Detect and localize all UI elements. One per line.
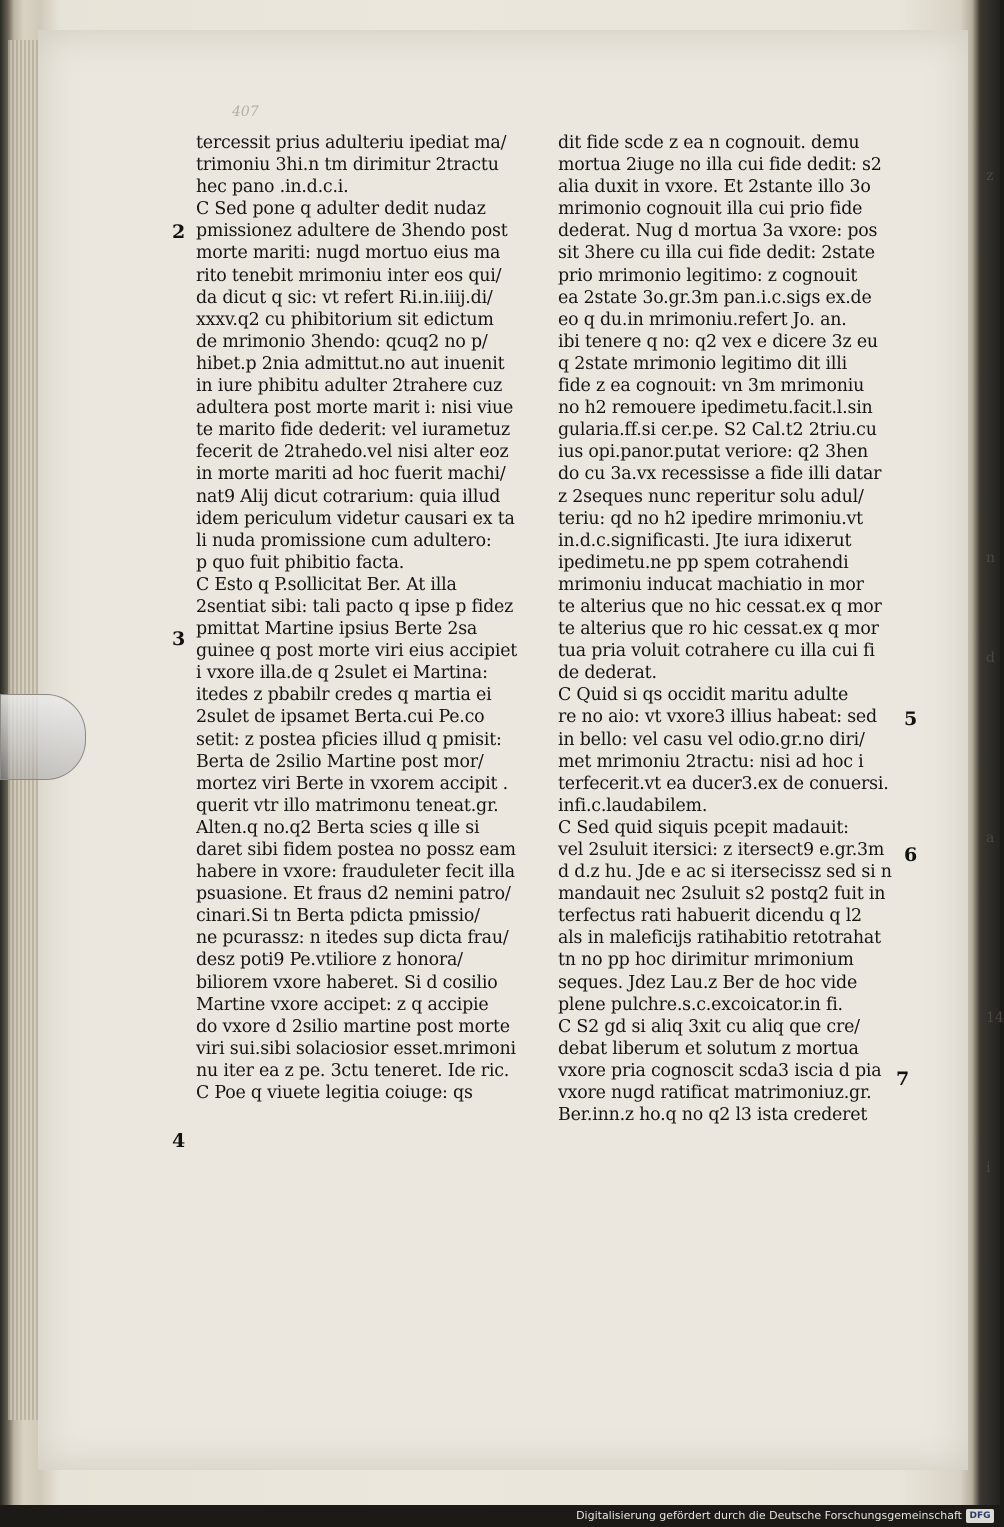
text-line: guinee q post morte viri eius accipiet bbox=[196, 641, 518, 662]
left-text-column bbox=[196, 132, 542, 1104]
text-line: mandauit nec 2suluit s2 postq2 fuit in bbox=[558, 884, 886, 905]
text-line: fecerit de 2trahedo.vel nisi alter eoz bbox=[196, 442, 509, 463]
text-line: mortua 2iuge no illa cui fide dedit: s2 bbox=[558, 155, 882, 176]
margin-number-4: 4 bbox=[172, 1130, 186, 1152]
text-line: rito tenebit mrimoniu inter eos qui/ bbox=[196, 265, 502, 286]
edge-mark: 14 bbox=[986, 1010, 1004, 1026]
text-line: desz poti9 Pe.vtiliore z honora/ bbox=[196, 950, 463, 971]
text-line: fide z ea cognouit: vn 3m mrimoniu bbox=[558, 376, 865, 397]
text-line: C Sed pone q adulter dedit nudaz bbox=[196, 199, 486, 220]
text-line: debat liberum et solutum z mortua bbox=[558, 1038, 859, 1059]
text-line: met mrimoniu 2tractu: nisi ad hoc i bbox=[558, 751, 864, 772]
text-line: 2sulet de ipsamet Berta.cui Pe.co bbox=[196, 707, 485, 728]
text-line: dederat. Nug d mortua 3a vxore: pos bbox=[558, 221, 878, 242]
dfg-logo: DFG bbox=[966, 1509, 994, 1523]
edge-mark: z bbox=[986, 168, 994, 184]
text-line: in iure phibitu adulter 2trahere cuz bbox=[196, 376, 503, 397]
text-line: vxore pria cognoscit scda3 iscia d pia bbox=[558, 1060, 882, 1081]
text-line: d d.z hu. Jde e ac si itersecissz sed si n bbox=[558, 862, 892, 883]
text-line: mrimonio cognouit illa cui prio fide bbox=[558, 199, 863, 220]
funding-credit: Digitalisierung gefördert durch die Deutsche Forschungsgemeinschaft bbox=[576, 1509, 962, 1522]
text-line: alia duxit in vxore. Et 2stante illo 3o bbox=[558, 177, 871, 198]
text-line: hibet.p 2nia admittut.no aut inuenit bbox=[196, 353, 505, 374]
text-line: nat9 Alij dicut cotrarium: quia illud bbox=[196, 486, 501, 507]
text-line: in morte mariti ad hoc fuerit machi/ bbox=[196, 464, 506, 485]
text-line: pmittat Martine ipsius Berte 2sa bbox=[196, 619, 478, 640]
text-line: psuasione. Et fraus d2 nemini patro/ bbox=[196, 884, 511, 905]
text-line: gularia.ff.si cer.pe. S2 Cal.t2 2triu.cu bbox=[558, 420, 877, 441]
text-line: do vxore d 2silio martine post morte bbox=[196, 1016, 510, 1037]
text-line: itedes z pbabilr credes q martia ei bbox=[196, 685, 492, 706]
text-line: 2sentiat sibi: tali pacto q ipse p fidez bbox=[196, 596, 514, 617]
margin-number-5: 5 bbox=[904, 708, 918, 730]
bookmark-clip bbox=[0, 694, 86, 780]
edge-mark: i bbox=[986, 1160, 991, 1176]
text-line: C Sed quid siquis pcepit madauit: bbox=[558, 817, 849, 838]
text-line: trimoniu 3hi.n tm dirimitur 2tractu bbox=[196, 155, 499, 176]
text-line: te alterius que ro hic cessat.ex q mor bbox=[558, 619, 879, 640]
text-line: vel 2suluit itersici: z itersect9 e.gr.3m bbox=[558, 840, 885, 860]
text-line: Martine vxore accipet: z q accipie bbox=[196, 994, 489, 1015]
text-line: ea 2state 3o.gr.3m pan.i.c.sigs ex.de bbox=[558, 287, 872, 308]
text-line: hec pano .in.d.c.i. bbox=[196, 177, 349, 198]
edge-mark: d bbox=[986, 650, 995, 666]
text-line: C Poe q viuete legitia coiuge: qs bbox=[196, 1083, 473, 1104]
text-line: p quo fuit phibitio facta. bbox=[196, 552, 405, 573]
text-line: als in maleficijs ratihabitio retotrahat bbox=[558, 928, 881, 949]
text-line: dit fide scde z ea n cognouit. demu bbox=[558, 133, 860, 153]
margin-number-7: 7 bbox=[896, 1068, 910, 1090]
text-line: li nuda promissione cum adultero: bbox=[196, 530, 492, 551]
right-text-column bbox=[558, 132, 908, 1126]
text-line: C S2 gd si aliq 3xit cu aliq que cre/ bbox=[558, 1016, 860, 1037]
text-line: te alterius que no hic cessat.ex q mor bbox=[558, 596, 882, 617]
text-line: infi.c.laudabilem. bbox=[558, 795, 708, 816]
text-line: pmissionez adultere de 3hendo post bbox=[196, 221, 508, 242]
text-line: viri sui.sibi solaciosior esset.mrimoni bbox=[196, 1038, 516, 1059]
text-line: idem periculum videtur causari ex ta bbox=[196, 508, 515, 529]
text-line: biliorem vxore haberet. Si d cosilio bbox=[196, 972, 498, 993]
text-line: tua pria voluit cotrahere cu illa cui fi bbox=[558, 641, 875, 662]
text-line: mrimoniu inducat machiatio in mor bbox=[558, 574, 864, 595]
text-line: do cu 3a.vx recessisse a fide illi datar bbox=[558, 464, 882, 485]
text-line: terfecerit.vt ea ducer3.ex de conuersi. bbox=[558, 773, 889, 794]
text-line: in.d.c.significasti. Jte iura idixerut bbox=[558, 530, 852, 551]
text-line: ius opi.panor.putat veriore: q2 3hen bbox=[558, 442, 868, 463]
text-line: z 2seques nunc reperitur solu adul/ bbox=[558, 486, 864, 507]
text-line: querit vtr illo matrimonu teneat.gr. bbox=[196, 795, 499, 816]
text-line: in bello: vel casu vel odio.gr.no diri/ bbox=[558, 729, 865, 750]
text-line: seques. Jdez Lau.z Ber de hoc vide bbox=[558, 972, 858, 993]
text-line: tn no pp hoc dirimitur mrimonium bbox=[558, 950, 854, 971]
text-line: morte mariti: nugd mortuo eius ma bbox=[196, 243, 501, 264]
text-line: ne pcurassz: n itedes sup dicta frau/ bbox=[196, 928, 509, 949]
text-line: tercessit prius adulteriu ipediat ma/ bbox=[196, 133, 507, 153]
text-line: teriu: qd no h2 ipedire mrimoniu.vt bbox=[558, 508, 863, 529]
edge-mark: a bbox=[986, 830, 995, 846]
text-line: re no aio: vt vxore3 illius habeat: sed bbox=[558, 707, 877, 728]
text-line: Berta de 2silio Martine post mor/ bbox=[196, 751, 484, 772]
text-line: eo q du.in mrimoniu.refert Jo. an. bbox=[558, 309, 847, 330]
text-line: q 2state mrimonio legitimo dit illi bbox=[558, 353, 847, 374]
text-line: daret sibi fidem postea no possz eam bbox=[196, 840, 516, 860]
text-line: plene pulchre.s.c.excoicator.in fi. bbox=[558, 994, 843, 1015]
text-line: sit 3here cu illa cui fide dedit: 2state bbox=[558, 243, 875, 264]
text-line: da dicut q sic: vt refert Ri.in.iiij.di/ bbox=[196, 287, 493, 308]
text-line: C Esto q P.sollicitat Ber. At illa bbox=[196, 574, 457, 595]
folio-annotation: 407 bbox=[232, 104, 259, 120]
text-line: terfectus rati habuerit dicendu q l2 bbox=[558, 906, 862, 927]
margin-number-3: 3 bbox=[172, 628, 186, 650]
text-line: de mrimonio 3hendo: qcuq2 no p/ bbox=[196, 331, 488, 352]
text-line: setit: z postea pficies illud q pmisit: bbox=[196, 729, 502, 750]
text-line: vxore nugd ratificat matrimoniuz.gr. bbox=[558, 1083, 872, 1104]
text-line: prio mrimonio legitimo: z cognouit bbox=[558, 265, 858, 286]
text-line: nu iter ea z pe. 3ctu teneret. Ide ric. bbox=[196, 1060, 510, 1081]
text-line: ibi tenere q no: q2 vex e dicere 3z eu bbox=[558, 331, 878, 352]
text-line: mortez viri Berte in vxorem accipit . bbox=[196, 773, 508, 794]
margin-number-2: 2 bbox=[172, 221, 186, 243]
text-line: Ber.inn.z ho.q no q2 l3 ista crederet bbox=[558, 1105, 868, 1126]
margin-number-6: 6 bbox=[904, 844, 918, 866]
text-line: Alten.q no.q2 Berta scies q ille si bbox=[196, 817, 480, 838]
text-line: no h2 remouere ipedimetu.facit.l.sin bbox=[558, 398, 873, 419]
edge-mark: n bbox=[986, 550, 996, 566]
text-line: de dederat. bbox=[558, 663, 657, 684]
facing-page-edge-marks bbox=[984, 150, 1004, 1176]
text-line: cinari.Si tn Berta pdicta pmissio/ bbox=[196, 906, 480, 927]
text-line: xxxv.q2 cu phibitorium sit edictum bbox=[196, 309, 494, 330]
text-line: C Quid si qs occidit maritu adulte bbox=[558, 685, 849, 706]
text-line: habere in vxore: frauduleter fecit illa bbox=[196, 862, 515, 883]
footer-bar bbox=[0, 1505, 1000, 1527]
text-line: te marito fide dederit: vel iurametuz bbox=[196, 420, 510, 441]
text-line: i vxore illa.de q 2sulet ei Martina: bbox=[196, 663, 488, 684]
text-line: ipedimetu.ne pp spem cotrahendi bbox=[558, 552, 849, 573]
text-line: adultera post morte marit i: nisi viue bbox=[196, 398, 514, 419]
